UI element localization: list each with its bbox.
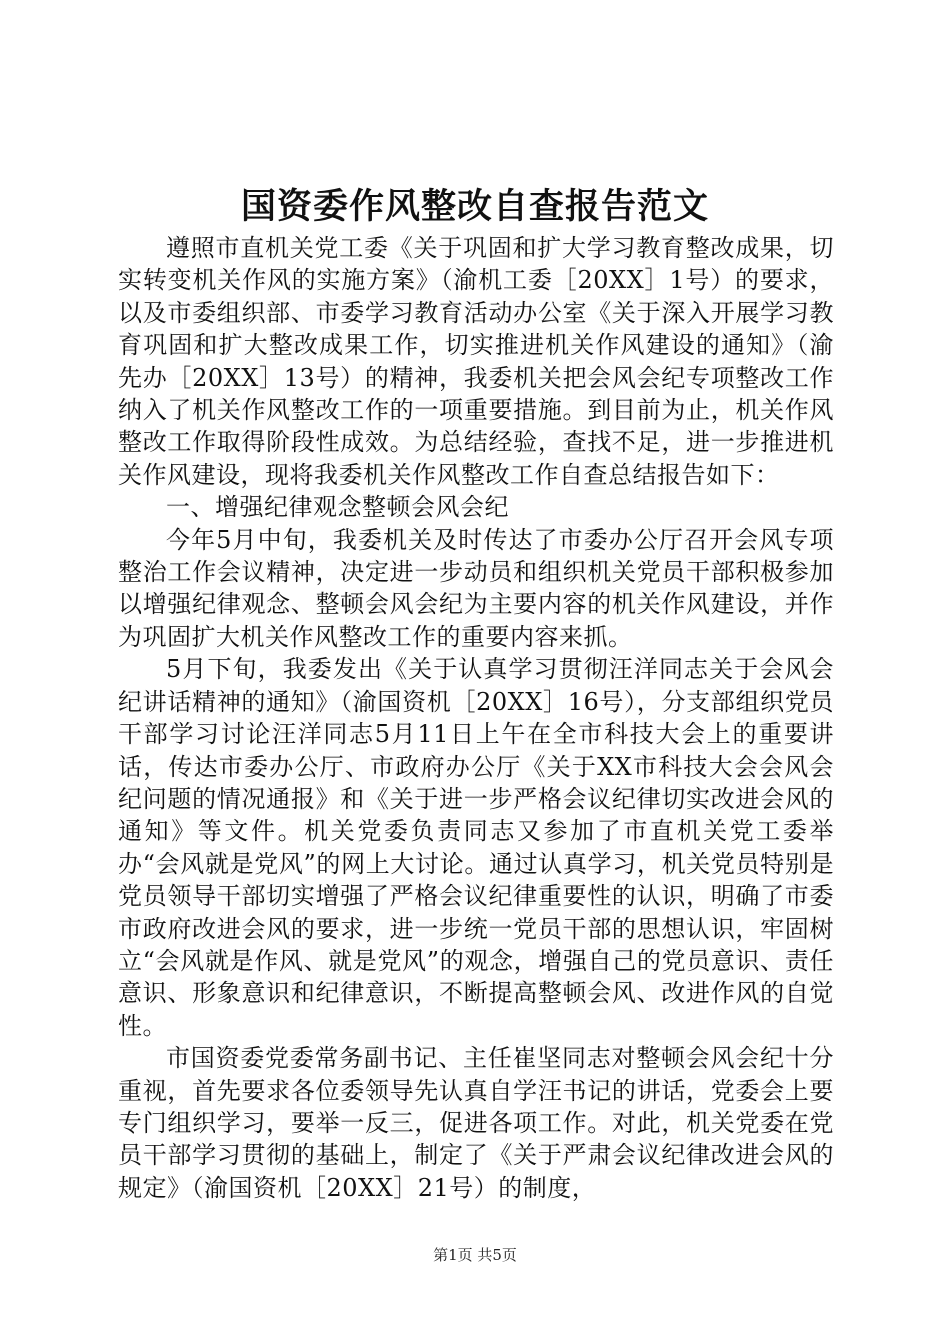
paragraph-intro: 遵照市直机关党工委《关于巩固和扩大学习教育整改成果，切实转变机关作风的实施方案》（渝机工委［20XX］1号）的要求，以及市委组织部、市委学习教育活动办公室《关于深入开展学习教育巩固和扩大整改成果工作，切实推进机关作风建设的通知》（渝先办［20XX］13号）的精神，我委机关把会风会纪专项整改工作纳入了机关作风整改工作的一项重要措施。到目前为止，机关作风整改工作取得阶段性成效。为总结经验，查找不足，进一步推进机关作风建设，现将我委机关作风整改工作自查总结报告如下： [118,234,834,489]
section-heading-1: 一、增强纪律观念整顿会风会纪 [166,493,509,522]
document-title: 国资委作风整改自查报告范文 [240,186,709,227]
paragraph-2: 今年5月中旬，我委机关及时传达了市委办公厅召开会风专项整治工作会议精神，决定进一步动员和组织机关党员干部积极参加以增强纪律观念、整顿会风会纪为主要内容的机关作风建设，并作为巩固扩大机关作风整改工作的重要内容来抓。 [118,525,834,651]
page-number-footer: 第1页 共5页 [433,1246,517,1264]
paragraph-4: 市国资委党委常务副书记、主任崔坚同志对整顿会风会纪十分重视，首先要求各位委领导先认真自学汪书记的讲话，党委会上要专门组织学习，要举一反三，促进各项工作。对此，机关党委在党员干部学习贯彻的基础上，制定了《关于严肃会议纪律改进会风的规定》（渝国资机［20XX］21号）的制度， [118,1044,834,1202]
document-body [118,232,834,1204]
paragraph-3: 5月下旬，我委发出《关于认真学习贯彻汪洋同志关于会风会纪讲话精神的通知》（渝国资机［20XX］16号），分支部组织党员干部学习讨论汪洋同志5月11日上午在全市科技大会上的重要讲话，传达市委办公厅、市政府办公厅《关于XX市科技大会会风会纪问题的情况通报》和《关于进一步严格会议纪律切实改进会风的通知》等文件。机关党委负责同志又参加了市直机关党工委举办“会风就是党风”的网上大讨论。通过认真学习，机关党员特别是党员领导干部切实增强了严格会议纪律重要性的认识，明确了市委市政府改进会风的要求，进一步统一党员干部的思想认识，牢固树立“会风就是作风、就是党风”的观念，增强自己的党员意识、责任意识、形象意识和纪律意识，不断提高整顿会风、改进作风的自觉性。 [118,655,834,1040]
